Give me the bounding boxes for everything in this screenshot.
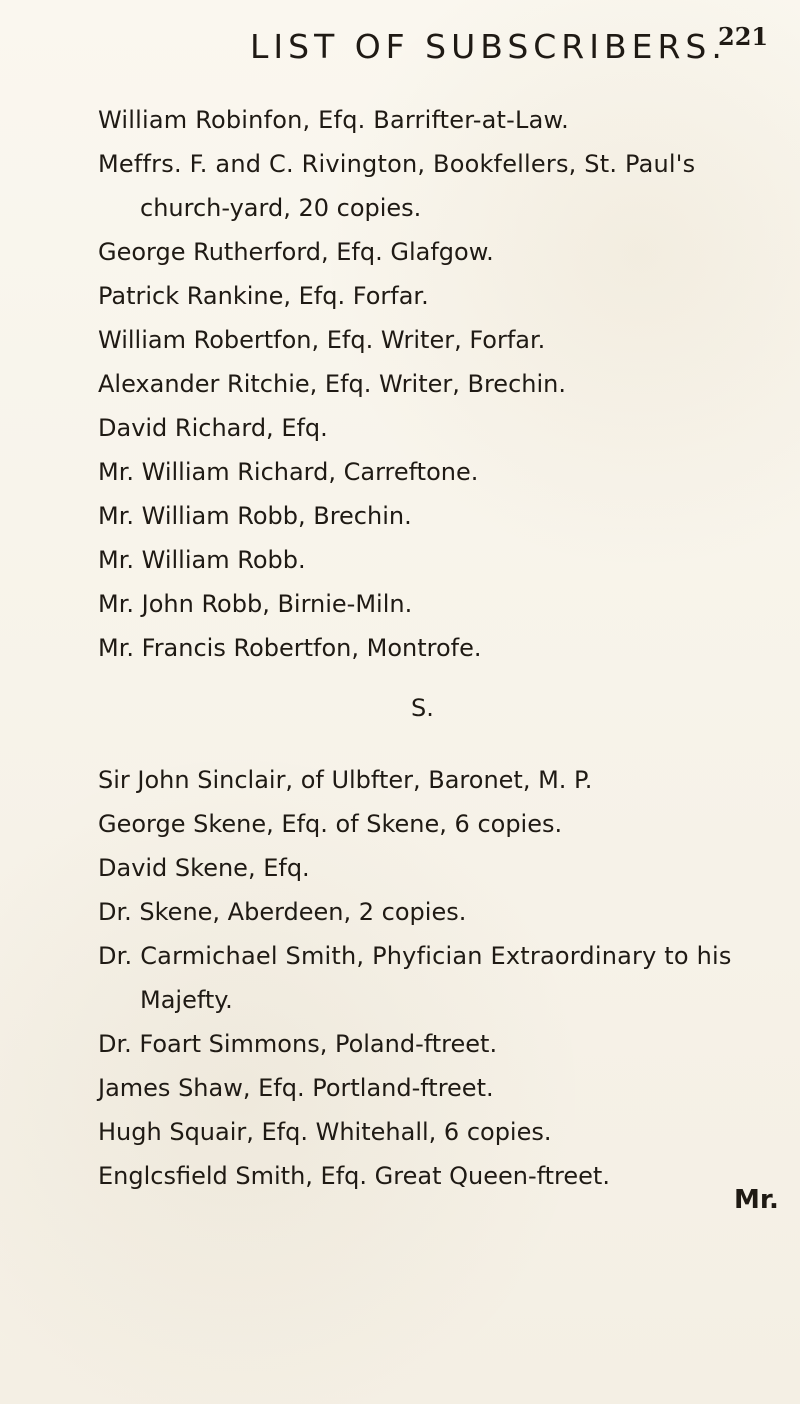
section-heading: S.: [411, 694, 434, 722]
list-item: Mr. Francis Robertfon, Montrofe.: [98, 634, 482, 662]
list-item: Dr. Foart Simmons, Poland-ftreet.: [98, 1030, 498, 1058]
list-item: church-yard, 20 copies.: [140, 194, 422, 222]
page-header: [0, 22, 800, 82]
list-item: Englcsfield Smith, Efq. Great Queen-ftreet.: [98, 1162, 610, 1190]
list-item: Meffrs. F. and C. Rivington, Bookfellers, St. Paul's: [98, 150, 696, 178]
list-item: William Robertfon, Efq. Writer, Forfar.: [98, 326, 546, 354]
list-item: Mr. William Richard, Carreftone.: [98, 458, 479, 486]
page-title: LIST OF SUBSCRIBERS.: [250, 27, 727, 66]
list-item: Majefty.: [140, 986, 233, 1014]
list-item: Mr. William Robb, Brechin.: [98, 502, 412, 530]
list-item: Sir John Sinclair, of Ulbfter, Baronet, M. P.: [98, 766, 593, 794]
list-item: David Skene, Efq.: [98, 854, 310, 882]
list-item: Mr. John Robb, Birnie-Miln.: [98, 590, 413, 618]
list-item: Mr. William Robb.: [98, 546, 306, 574]
list-item: William Robinfon, Efq. Barrifter-at-Law.: [98, 106, 569, 134]
list-item: Dr. Skene, Aberdeen, 2 copies.: [98, 898, 467, 926]
list-item: James Shaw, Efq. Portland-ftreet.: [98, 1074, 494, 1102]
list-item: Hugh Squair, Efq. Whitehall, 6 copies.: [98, 1118, 552, 1146]
list-item: Dr. Carmichael Smith, Phyfician Extraordinary to his: [98, 942, 732, 970]
list-item: David Richard, Efq.: [98, 414, 328, 442]
list-item: George Skene, Efq. of Skene, 6 copies.: [98, 810, 563, 838]
page-number: 221: [718, 22, 769, 51]
list-item: George Rutherford, Efq. Glafgow.: [98, 238, 494, 266]
list-item: Patrick Rankine, Efq. Forfar.: [98, 282, 429, 310]
catchword: Mr.: [734, 1185, 779, 1215]
list-item: Alexander Ritchie, Efq. Writer, Brechin.: [98, 370, 566, 398]
